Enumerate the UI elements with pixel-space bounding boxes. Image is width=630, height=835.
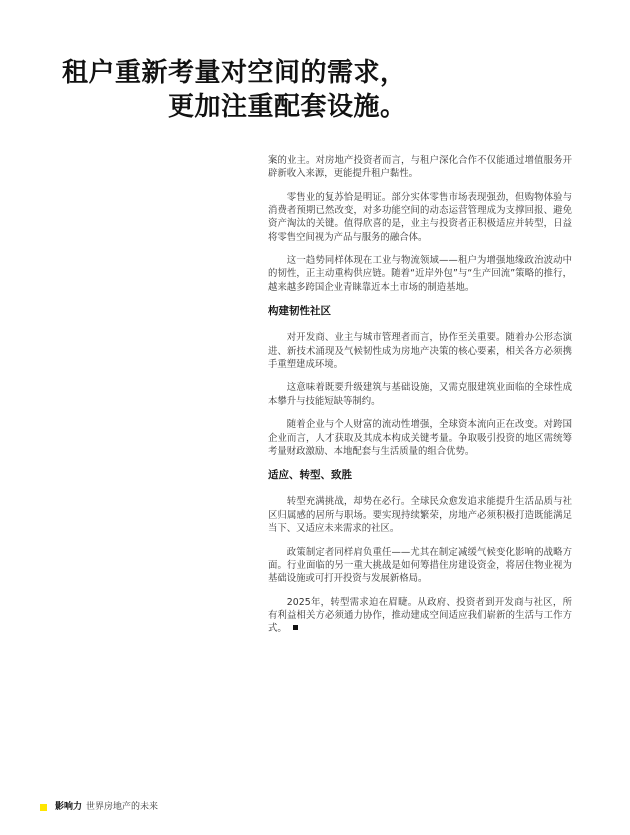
page-footer (40, 801, 158, 813)
paragraph-3: 这一趋势同样体现在工业与物流领域——租户为增强地缘政治波动中的韧性，正主动重构供应链。随着“近岸外包”与“生产回流”策略的推行，越来越多跨国企业青睐靠近本土市场的制造基地。 (268, 255, 572, 293)
paragraph-9-text: 2025年，转型需求迫在眉睫。从政府、投资者到开发商与社区，所有利益相关方必须通力协作，推动建成空间适应我们崭新的生活与工作方式。 (268, 596, 572, 635)
headline-line-1: 租户重新考量对空间的需求， (62, 58, 407, 88)
paragraph-7: 转型充满挑战，却势在必行。全球民众愈发追求能提升生活品质与社区归属感的居所与职场。要实现持续繁荣，房地产必须积极打造既能满足当下、又适应未来需求的社区。 (268, 496, 572, 534)
section-heading-adapt-transform-win: 适应、转型、致胜 (268, 469, 352, 482)
page-headline (62, 56, 582, 124)
section-heading-resilient-communities: 构建韧性社区 (268, 305, 331, 318)
paragraph-5: 这意味着既要升级建筑与基础设施，又需克服建筑业面临的全球性成本攀升与技能短缺等制约。 (268, 382, 572, 407)
paragraph-4: 对开发商、业主与城市管理者而言，协作至关重要。随着办公形态演进、新技术涌现及气候韧性成为房地产决策的核心要素，相关各方必须携手重塑建成环境。 (268, 332, 572, 370)
footer-subtitle: 世界房地产的未来 (86, 802, 159, 812)
paragraph-6: 随着企业与个人财富的流动性增强，全球资本流向正在改变。对跨国企业而言，人才获取及其成本构成关键考量。争取吸引投资的地区需统筹考量财政激励、本地配套与生活质量的组合优势。 (268, 419, 572, 457)
end-of-article-mark (293, 625, 298, 630)
paragraph-2: 零售业的复苏恰是明证。部分实体零售市场表现强劲，但购物体验与消费者预期已然改变，对多功能空间的动态运营管理成为支撑回报、避免资产淘汰的关键。值得欣喜的是，业主与投资者正积极适应并转型，日益将零售空间视为产品与服务的融合体。 (268, 191, 572, 243)
paragraph-8: 政策制定者同样肩负重任——尤其在制定减缓气候变化影响的战略方面。行业面临的另一重大挑战是如何筹措住房建设资金，将居住物业视为基础设施或可打开投资与发展新格局。 (268, 546, 572, 584)
brand-square-icon (40, 804, 47, 811)
footer-brand: 影响力 (55, 802, 83, 812)
paragraph-9 (268, 596, 572, 636)
paragraph-1: 案的业主。对房地产投资者而言，与租户深化合作不仅能通过增值服务开辟新收入来源，更能提升租户黏性。 (268, 155, 572, 180)
headline-line-2: 更加注重配套设施。 (168, 92, 407, 122)
article-body (268, 154, 572, 646)
